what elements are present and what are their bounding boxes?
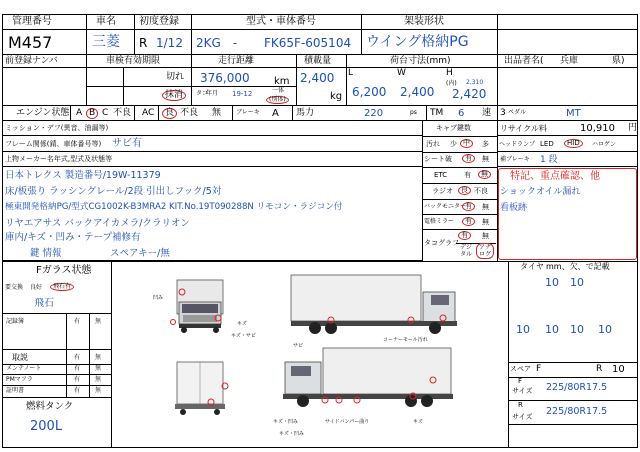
etc-none: 無 <box>478 170 491 179</box>
seat-tear-label: シート破 <box>424 155 452 163</box>
front-size-value: 225/80R17.5 <box>546 382 608 393</box>
label-scratch-dent-2: キズ・凹み <box>279 431 304 437</box>
front-size-F: F <box>518 377 523 385</box>
km-unit: km <box>274 76 290 87</box>
mileage-value: 376,000 <box>200 71 250 85</box>
truck-front-view <box>177 280 223 333</box>
width-label: W <box>397 68 406 78</box>
etc-have: 有 <box>464 171 471 179</box>
capacity-value: 2,400 <box>300 71 335 85</box>
equipment-line-5: 庫内/キズ・凹み・テープ補修有 <box>5 232 141 243</box>
headlamp-hid: HID <box>564 139 583 148</box>
fglass-label: Fガラス状態 <box>36 265 92 276</box>
chassis-number: FK65F-605104 <box>264 36 352 50</box>
tire-front-right: 10 <box>570 276 584 289</box>
km-note-integrated: 一体 <box>272 87 285 94</box>
car-name-label: 車名 <box>96 16 116 27</box>
hp-label: 馬力 <box>296 108 315 118</box>
truck-side-view-right <box>291 275 457 334</box>
brake-value: A <box>272 108 279 119</box>
body-type: ウイング格納PG <box>366 34 469 50</box>
dims-label: 荷台寸法(mm) <box>390 56 451 66</box>
equipment-label: 上物メーカー名年式,型式及状態等 <box>5 155 113 163</box>
inspection-label: 車検有効期限 <box>106 56 161 66</box>
damage-diagram <box>113 262 508 447</box>
rear-size-R: R <box>518 401 523 409</box>
engine-label: エンジン状態 <box>16 108 70 118</box>
power-mirror-none: 無 <box>482 218 489 226</box>
label-scratch-rust: キズ・サビ <box>231 333 256 339</box>
radio-label: ラジオ <box>432 187 453 195</box>
inspection-expired: 切れ <box>166 72 185 82</box>
truck-rear-view <box>175 362 225 415</box>
tm-label: TM <box>430 108 444 118</box>
power-mirror-label: 電格ミラー <box>424 218 455 225</box>
height-label: H <box>446 68 453 78</box>
tachograph-none: 無 <box>482 232 489 240</box>
tires-column <box>508 261 509 448</box>
length-value: 6,200 <box>352 85 387 99</box>
hp-value: 220 <box>364 108 384 119</box>
origin-label: 出品者名( <box>504 56 544 66</box>
etc-label: ETC <box>434 171 448 179</box>
model-code: 2KG - <box>196 36 238 50</box>
speed-unit: 速 <box>482 108 492 118</box>
back-monitor-have: 有 <box>462 202 475 211</box>
spare-F: F <box>536 364 542 374</box>
engine-grade-a: A <box>76 108 83 118</box>
ac-bad: 不良 <box>180 108 199 118</box>
headlamp-label: ヘッドランプ <box>499 141 536 148</box>
cert-label: 証明書 <box>6 387 25 394</box>
ac-label: AC <box>142 108 155 118</box>
notes-line-2: 看板跡 <box>500 203 528 213</box>
tire-rear-3: 10 <box>570 323 584 336</box>
headlamp-led: LED <box>540 140 554 148</box>
recycle-value: 10,910 <box>580 123 615 134</box>
recycle-label: リサイクル料 <box>500 124 547 133</box>
record-label: 記録簿 <box>6 318 25 325</box>
transmission-type: MT <box>566 108 581 119</box>
frame-label: フレーム関係(錆、車体番号等) <box>5 140 102 148</box>
key-info-label: 鍵 情報 <box>30 248 62 259</box>
aux-brake-value: 1 段 <box>540 155 558 165</box>
fglass-chip-value: 飛石 <box>34 298 54 309</box>
cert-have: 有 <box>74 387 81 394</box>
speed-value: 6 <box>458 108 465 119</box>
origin-suffix: 県) <box>612 56 625 66</box>
notes-line-1: ショックオイル漏れ <box>500 187 581 197</box>
power-mirror-have: 有 <box>462 217 475 226</box>
ps-unit: ps <box>410 109 417 116</box>
frame-value: サビ有 <box>112 138 142 149</box>
spare-label: スペア <box>510 365 531 373</box>
pm-none: 無 <box>95 376 102 383</box>
record-have: 有 <box>74 318 81 325</box>
capacity-label: 積載量 <box>304 56 332 66</box>
meter-prefix: タコ <box>196 90 209 97</box>
back-monitor-label: バックモニター <box>424 203 467 210</box>
maint-have: 有 <box>74 365 81 372</box>
mgmt-number: M457 <box>8 33 53 52</box>
label-scratch-2: キズ <box>413 419 423 425</box>
length-label: L <box>348 68 354 78</box>
aux-brake-label: 補ブレーキ <box>500 156 530 163</box>
fuel-label: 燃料タンク <box>26 401 74 412</box>
truck-diagram-svg <box>113 262 508 447</box>
label-dent: 凹み <box>153 295 164 301</box>
prev-plate-label: 前登録ナンバ <box>5 56 58 66</box>
cert-none: 無 <box>95 387 102 394</box>
tire-rear-2: 10 <box>545 323 559 336</box>
tire-rear-1: 10 <box>516 323 530 336</box>
equipment-line-4: リヤエアサス バックアイカメラ/クラリオン <box>5 218 190 229</box>
manual-have: 有 <box>74 354 81 361</box>
height-value: 2,420 <box>452 87 487 101</box>
tire-front-left: 10 <box>545 276 559 289</box>
manual-none: 無 <box>95 354 102 361</box>
tachograph-digital: デジ タル <box>460 244 473 258</box>
width-value: 2,400 <box>400 85 435 99</box>
spare-key: スペアキー/無 <box>110 248 170 259</box>
notes-title: 特記、重点確認、他 <box>510 171 600 182</box>
inspection-deregistered: 抹消 <box>162 90 186 101</box>
pm-label: PMマフラ <box>6 376 33 383</box>
label-scratch: キズ <box>237 321 247 327</box>
tire-rear-4: 10 <box>598 323 612 336</box>
radio-good: 良 <box>458 186 471 195</box>
maint-none: 無 <box>95 365 102 372</box>
rear-size-label: サイズ <box>512 413 533 421</box>
equipment-line-2: 床/板張り ラッシングレール/2段 引出しフック/5対 <box>5 186 222 197</box>
first-reg-era: R <box>139 36 148 50</box>
label-corner: コーナーモール汚れ <box>383 337 428 343</box>
front-size-label: サイズ <box>512 387 533 395</box>
radio-bad: 不良 <box>474 187 488 195</box>
first-reg-date: 1/12 <box>156 36 183 50</box>
fglass-good: 良好 <box>30 284 43 291</box>
tachograph-label: タコグラフ <box>424 239 459 247</box>
origin-value: 兵庫 <box>560 56 579 66</box>
dirt-label: 汚れ <box>426 140 440 148</box>
height-inner-value: 2,310 <box>466 79 484 86</box>
spare-R: R <box>596 364 603 374</box>
fuel-value: 200L <box>30 419 63 434</box>
equipment-line-1: 日本トレクス 製造番号/19W-11379 <box>5 170 161 181</box>
truck-side-view-left <box>283 348 453 407</box>
label-scratch-dent: キズ・凹み <box>273 419 298 425</box>
seat-tear-have: 有 <box>462 154 475 163</box>
mgmt-number-label: 管理番号 <box>12 16 52 27</box>
brake-label: ブレーキ <box>236 109 260 116</box>
manual-label: 取説 <box>12 353 28 362</box>
body-type-label: 架装形状 <box>404 16 444 27</box>
dirt-medium: 中 <box>460 139 473 148</box>
meter-period: 19-12 <box>232 90 253 98</box>
seat-tear-none: 無 <box>482 155 489 163</box>
height-inner-label: (内) <box>446 80 457 87</box>
ac-none: 無 <box>212 108 222 118</box>
back-monitor-none: 無 <box>482 203 489 211</box>
headlamp-halogen: ハロゲン <box>592 141 616 148</box>
label-rust: サビ <box>293 343 304 349</box>
ac-good: 良 <box>162 108 177 119</box>
engine-grade-b: B <box>86 108 98 119</box>
pm-have: 有 <box>74 376 81 383</box>
pedal-label: ペダル <box>508 109 527 116</box>
engine-grade-c: C <box>102 108 109 118</box>
tachograph-analog: アナ ログ <box>476 243 494 259</box>
pedal-number: 3 <box>500 108 506 118</box>
kg-unit: kg <box>330 91 343 102</box>
spare-value: 10 <box>612 364 625 375</box>
first-reg-label: 初度登録 <box>139 16 179 27</box>
mission-label: ミッション・デフ(異音、油漏等) <box>5 124 109 132</box>
maint-label: メンテノート <box>6 365 42 372</box>
record-none: 無 <box>95 318 102 325</box>
engine-defect: 不良 <box>113 108 132 118</box>
fglass-chip: 飛石有 <box>50 283 74 291</box>
mileage-label: 走行距離 <box>218 56 255 66</box>
dirt-many: 多 <box>482 140 489 148</box>
dirt-small: 少 <box>450 140 457 148</box>
maker-name: 三菱 <box>92 34 120 50</box>
recycle-yen: 円 <box>628 123 638 133</box>
equipment-line-3: 極東開発格納PG/型式CG1002K-B3MRA2 KIT.No.19T090288N リモコン・ラジコン付 <box>5 202 343 212</box>
tachograph-have: 有 <box>458 231 471 240</box>
label-side-bumper: サイドバンパー曲り <box>325 419 370 425</box>
tires-label: タイヤ <box>520 262 544 271</box>
tires-depth-label: mm、欠、で記載 <box>546 262 610 271</box>
model-label: 型式・車体番号 <box>246 16 316 27</box>
fglass-need: 要交換 <box>5 284 24 291</box>
meter-period-label: 年月 <box>206 90 219 97</box>
rear-size-value: 225/80R17.5 <box>546 406 608 417</box>
cab-key-count-label: キャブ鍵数 <box>436 124 471 132</box>
km-note-separate: (別体) <box>266 96 289 104</box>
